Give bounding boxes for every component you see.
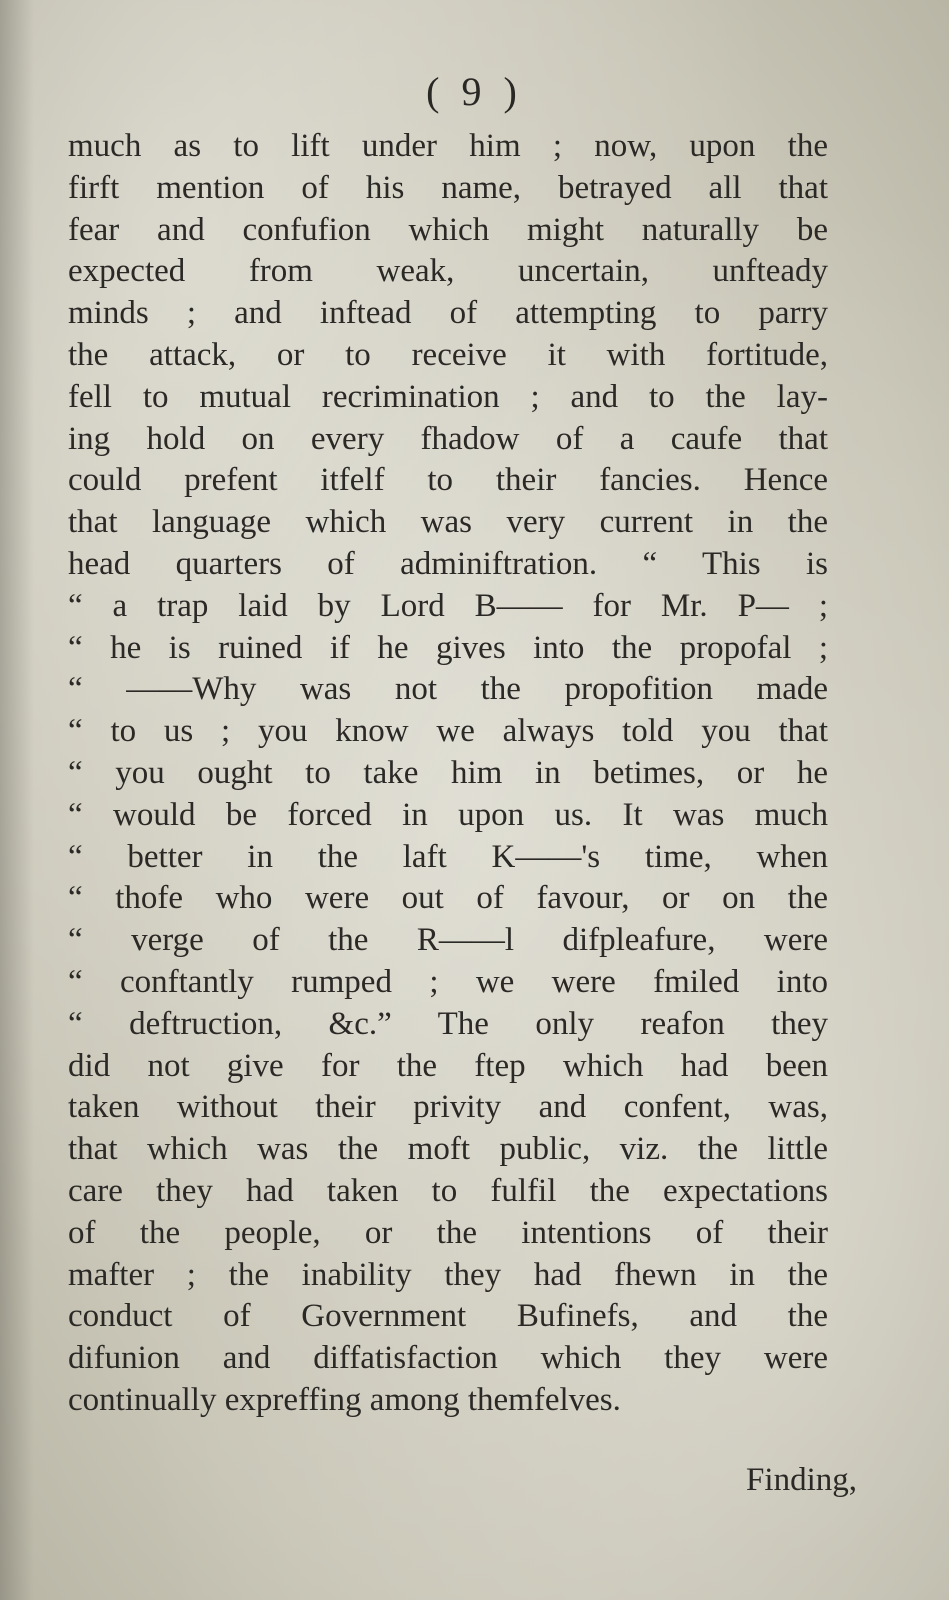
text-line: of the people, or the intentions of their — [68, 1214, 828, 1251]
text-line: head quarters of adminiftration. “ This is — [68, 545, 828, 582]
text-line: “ conftantly rumped ; we were fmiled into — [68, 963, 828, 1000]
text-line: difunion and diffatisfaction which they were — [68, 1340, 828, 1377]
text-line: “ ——Why was not the propofition made — [68, 671, 828, 708]
text-line: firft mention of his name, betrayed all that — [68, 169, 828, 206]
text-line: conduct of Government Bufinefs, and the — [68, 1298, 828, 1335]
text-line: that language which was very current in the — [68, 504, 828, 541]
text-line: much as to lift under him ; now, upon the — [68, 128, 828, 164]
text-line: “ thofe who were out of favour, or on the — [68, 880, 828, 917]
text-line: mafter ; the inability they had fhewn in the — [68, 1256, 828, 1293]
text-line: fear and confufion which might naturally be — [68, 211, 828, 248]
text-line: ing hold on every fhadow of a caufe that — [68, 420, 828, 457]
text-line: expected from weak, uncertain, unfteady — [68, 253, 828, 290]
text-line: “ you ought to take him in betimes, or he — [68, 754, 828, 791]
text-line: taken without their privity and confent, was, — [68, 1089, 828, 1126]
text-line: “ verge of the R——l difpleafure, were — [68, 922, 828, 959]
text-line: “ better in the laft K——'s time, when — [68, 838, 828, 875]
text-line: could prefent itfelf to their fancies. Hence — [68, 462, 828, 499]
text-line: “ to us ; you know we always told you that — [68, 713, 828, 750]
text-line: did not give for the ftep which had been — [68, 1047, 828, 1084]
text-line: fell to mutual recrimination ; and to the lay- — [68, 378, 828, 415]
text-line: care they had taken to fulfil the expectations — [68, 1172, 828, 1209]
text-line: “ he is ruined if he gives into the propofal ; — [68, 629, 828, 666]
text-line: minds ; and inftead of attempting to parry — [68, 295, 828, 332]
text-line: “ a trap laid by Lord B—— for Mr. P— ; — [68, 587, 828, 624]
page-number: ( 9 ) — [426, 69, 523, 114]
text-line: that which was the moft public, viz. the little — [68, 1131, 828, 1168]
body-text — [68, 126, 828, 1422]
text-line: the attack, or to receive it with fortitude, — [68, 336, 828, 373]
text-line: continually expreffing among themfelves. — [68, 1381, 621, 1418]
text-line: “ would be forced in upon us. It was much — [68, 796, 828, 833]
catchword: Finding, — [746, 1462, 857, 1498]
page-edge-shadow — [0, 0, 34, 1600]
text-line: “ deftruction, &c.” The only reafon they — [68, 1005, 828, 1042]
